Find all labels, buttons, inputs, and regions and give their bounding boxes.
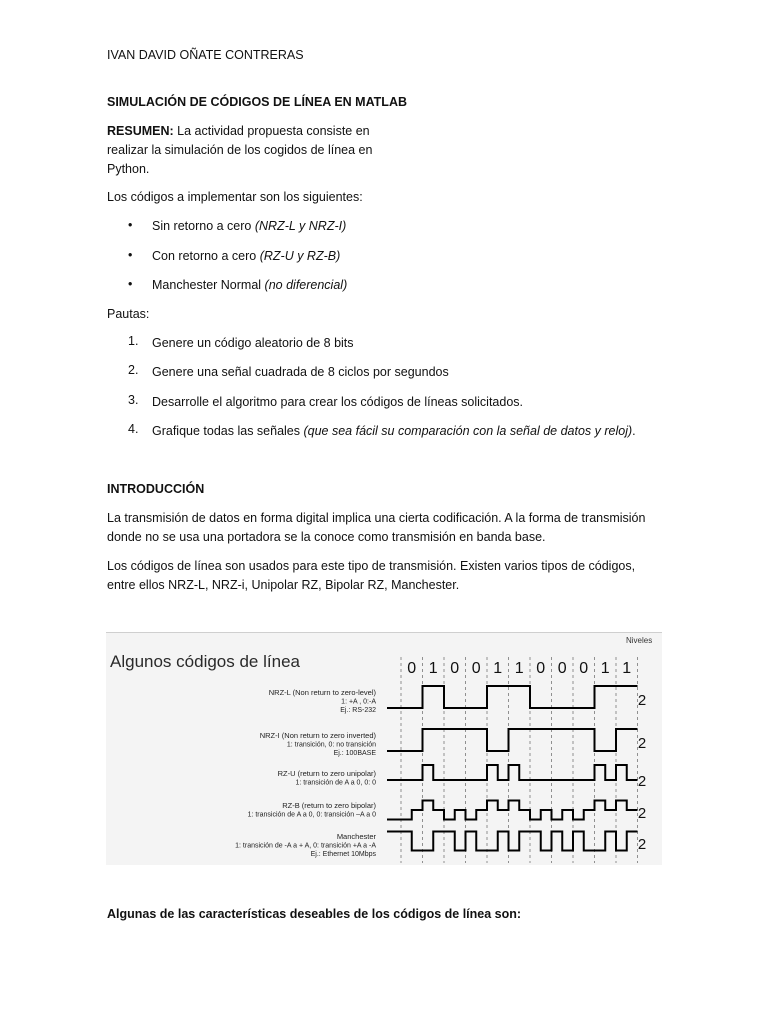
bullet-note: (no diferencial) [264, 278, 348, 292]
levels-label: Niveles [626, 636, 653, 645]
intro-heading: INTRODUCCIÓN [107, 482, 205, 496]
step-number: 1. [128, 334, 139, 348]
intro-paragraph-2-line-1: Los códigos de línea son usados para este tipo de transmisión. Existen varios tipos de códigos, [107, 559, 636, 573]
code-waveform [387, 765, 638, 780]
resumen-line-1 [107, 122, 370, 140]
step-text: Genere una señal cuadrada de 8 ciclos por segundos [152, 365, 449, 379]
code-label-line: NRZ-I (Non return to zero inverted) [259, 731, 376, 740]
bit-value: 1 [622, 660, 632, 677]
step-text: Genere un código aleatorio de 8 bits [152, 336, 354, 350]
step-text [152, 422, 636, 440]
code-label-line: 1: transición de A a 0, 0: 0 [295, 779, 376, 787]
bit-value: 0 [450, 660, 460, 677]
code-label-line: NRZ-L (Non return to zero-level) [268, 688, 376, 697]
resumen-line-2: realizar la simulación de los cogidos de línea en [107, 143, 373, 157]
codes-intro: Los códigos a implementar son los siguientes: [107, 190, 363, 204]
step-number: 4. [128, 422, 139, 436]
bullet-note: (RZ-U y RZ-B) [259, 249, 341, 263]
code-waveform [387, 729, 638, 751]
bit-value: 1 [428, 660, 438, 677]
code-waveform [387, 686, 638, 708]
code-label-line: Ej.: 100BASE [333, 750, 376, 757]
figure-title: Algunos códigos de línea [110, 652, 300, 671]
resumen-label: RESUMEN: [107, 124, 174, 138]
pautas-label: Pautas: [107, 307, 150, 321]
code-waveform [387, 801, 638, 820]
code-labels [235, 688, 376, 858]
bit-value: 1 [600, 660, 610, 677]
code-waveform [387, 832, 638, 851]
step-text: Desarrolle el algoritmo para crear los códigos de líneas solicitados. [152, 395, 524, 409]
bullet-text: Manchester Normal [152, 278, 265, 292]
code-label-line: RZ-B (return to zero bipolar) [282, 801, 376, 810]
step-main: Grafique todas las señales [152, 424, 304, 438]
code-label-line: 1: transición de A a 0, 0: transición –A a 0 [247, 811, 376, 819]
bullet-dot: • [128, 248, 133, 262]
bullet-note: (NRZ-L y NRZ-I) [254, 219, 347, 233]
resumen-text-1: La actividad propuesta consiste en [173, 124, 370, 138]
bullet-dot: • [128, 218, 133, 232]
line-codes-diagram [106, 633, 662, 865]
closing-line: Algunas de las características deseables de los códigos de línea son: [107, 907, 522, 921]
level-count: 2 [637, 735, 647, 752]
code-label-line: 1: +A , 0:-A [341, 698, 376, 706]
waveforms [387, 686, 638, 851]
bullet-item [152, 247, 340, 265]
bit-value: 0 [557, 660, 567, 677]
intro-paragraph-2-line-2: entre ellos NRZ-L, NRZ-i, Unipolar RZ, Bipolar RZ, Manchester. [107, 578, 460, 592]
code-label-line: 1: transición, 0: no transición [286, 741, 376, 749]
bullet-dot: • [128, 277, 133, 291]
line-codes-figure [106, 632, 662, 865]
bit-value: 0 [471, 660, 481, 677]
level-count: 2 [637, 692, 647, 709]
bullet-text: Sin retorno a cero [152, 219, 255, 233]
bit-value: 0 [536, 660, 546, 677]
code-label-line: Ej.: RS-232 [340, 707, 376, 714]
code-label-line: RZ-U (return to zero unipolar) [277, 769, 376, 778]
intro-paragraph-1-line-2: donde no se usa una portadora se la conoce como transmisión en banda base. [107, 530, 546, 544]
level-counts [638, 692, 646, 853]
intro-paragraph-1-line-1: La transmisión de datos en forma digital implica una cierta codificación. A la forma de transmisión [107, 511, 646, 525]
code-label-line: Manchester [336, 832, 376, 841]
level-count: 2 [637, 773, 647, 790]
code-label-line: Ej.: Ethernet 10Mbps [310, 851, 376, 858]
step-note: (que sea fácil su comparación con la señal de datos y reloj) [303, 424, 633, 438]
bit-value: 0 [579, 660, 589, 677]
bit-value: 0 [407, 660, 417, 677]
level-count: 2 [637, 805, 647, 822]
resumen-line-3: Python. [107, 162, 150, 176]
code-label-line: 1: transición de -A a + A, 0: transición +A a -A [235, 842, 376, 850]
level-count: 2 [637, 836, 647, 853]
bullet-text: Con retorno a cero [152, 249, 260, 263]
step-number: 2. [128, 363, 139, 377]
author-name: IVAN DAVID OÑATE CONTRERAS [107, 48, 304, 62]
bullet-item [152, 276, 347, 294]
bullet-item [152, 217, 346, 235]
bit-header [407, 660, 631, 677]
bit-value: 1 [514, 660, 524, 677]
step-tail: . [632, 424, 636, 438]
document-title: SIMULACIÓN DE CÓDIGOS DE LÍNEA EN MATLAB [107, 95, 407, 109]
bit-value: 1 [493, 660, 503, 677]
step-number: 3. [128, 393, 139, 407]
